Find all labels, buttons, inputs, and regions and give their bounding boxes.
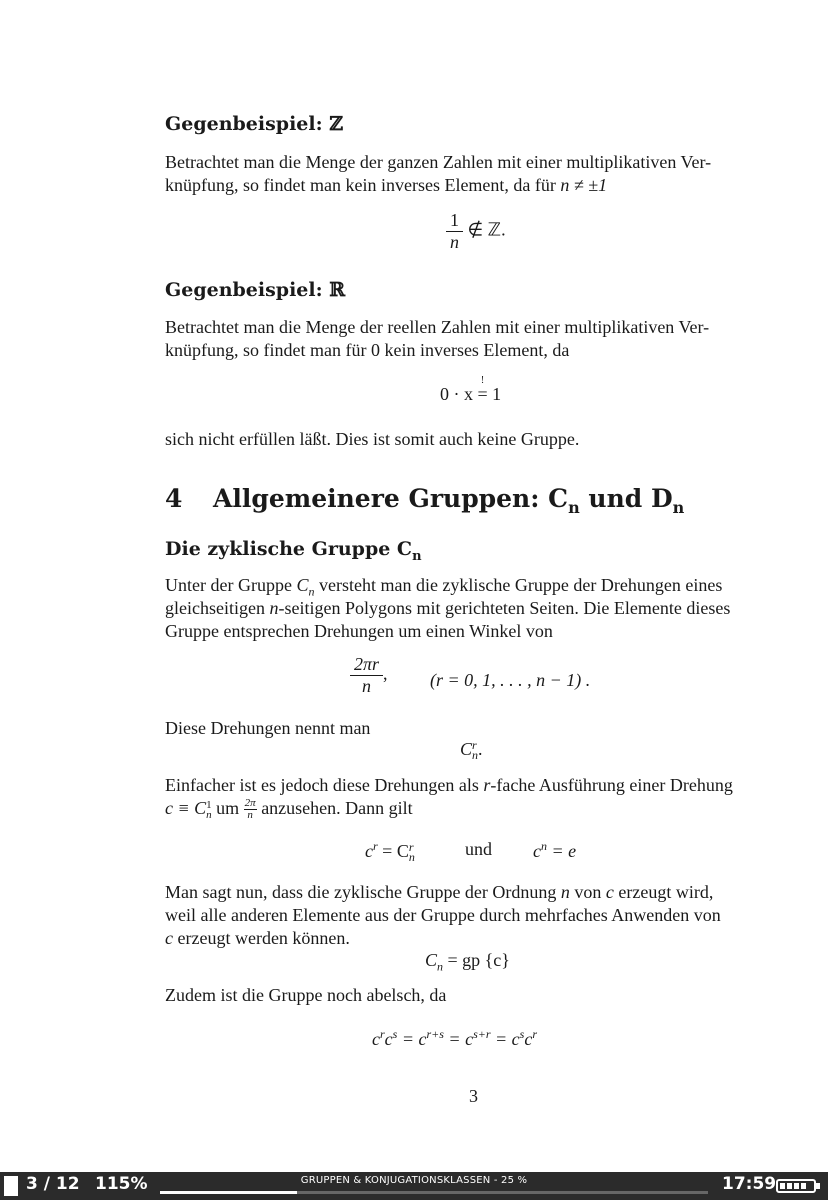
math-sup: s bbox=[392, 1027, 398, 1041]
math-var: c bbox=[372, 1029, 380, 1049]
text-span: -seitigen Polygons mit gerichteten Seiten. Die Elemente dieses bbox=[278, 598, 731, 618]
word-und: und bbox=[465, 839, 492, 859]
paragraph-line bbox=[165, 797, 413, 821]
paragraph-line bbox=[165, 174, 607, 197]
paragraph-line: Diese Drehungen nennt man bbox=[165, 718, 371, 738]
math-sup: s+r bbox=[473, 1027, 491, 1041]
math-text: = e bbox=[547, 841, 577, 861]
math-text: 2πr bbox=[354, 654, 380, 674]
reading-progress-bar[interactable] bbox=[160, 1191, 708, 1194]
document-title: GRUPPEN & KONJUGATIONSKLASSEN - 25 % bbox=[300, 1175, 528, 1186]
math-sup: s bbox=[519, 1027, 525, 1041]
fraction-denominator bbox=[350, 676, 383, 697]
math-sub: n bbox=[437, 959, 444, 974]
equation-cnr bbox=[460, 739, 483, 760]
title-text: Allgemeinere Gruppen: C bbox=[213, 484, 569, 513]
paragraph-line: Gruppe entsprechen Drehungen um einen Winkel von bbox=[165, 621, 553, 641]
equation-zero-times-x bbox=[440, 375, 502, 405]
math-sup: r+s bbox=[426, 1027, 444, 1041]
math-var: C bbox=[460, 739, 473, 759]
paragraph-line bbox=[165, 774, 733, 797]
math-sup: n bbox=[541, 839, 547, 853]
math-sup: r bbox=[408, 840, 414, 854]
paragraph-line bbox=[165, 927, 350, 950]
paragraph-line: sich nicht erfüllen läßt. Dies ist somit auch keine Gruppe. bbox=[165, 429, 580, 449]
fraction-numerator: 2π bbox=[244, 797, 256, 810]
math-var: c bbox=[384, 1029, 393, 1049]
text-span: versteht man die zyklische Gruppe der Drehungen eines bbox=[314, 575, 723, 595]
text-span: von bbox=[569, 882, 606, 902]
paragraph-line: knüpfung, so findet man für 0 kein inverses Element, da bbox=[165, 340, 570, 360]
math-var: n bbox=[560, 882, 570, 902]
text-span: Man sagt nun, dass die zyklische Gruppe der Ordnung bbox=[165, 882, 561, 902]
equals-sign: = bbox=[477, 384, 488, 404]
fraction-numerator: 1 bbox=[446, 210, 463, 232]
text-span: gleichseitigen bbox=[165, 598, 270, 618]
math-sub: n bbox=[206, 809, 212, 821]
equation-cr bbox=[365, 839, 415, 862]
equation-range bbox=[430, 670, 590, 691]
math-text: = c bbox=[397, 1029, 427, 1049]
fraction-denominator bbox=[446, 232, 463, 253]
math-text: (r = 0, 1, . . . , n − 1) . bbox=[430, 670, 591, 690]
math-text: = c bbox=[490, 1029, 520, 1049]
clock: 17:59 bbox=[722, 1174, 777, 1194]
equation-right: 1 bbox=[487, 384, 502, 404]
section-title bbox=[213, 484, 684, 517]
math-var: C bbox=[296, 575, 309, 595]
math-var: c bbox=[605, 882, 614, 902]
paragraph-line bbox=[165, 881, 713, 904]
battery-level-bar bbox=[780, 1183, 785, 1189]
battery-tip-icon bbox=[816, 1183, 820, 1189]
paragraph-line: Betrachtet man die Menge der reellen Zahlen mit einer multiplikativen Ver- bbox=[165, 317, 710, 337]
battery-icon bbox=[776, 1179, 816, 1193]
equation-inverse-z bbox=[446, 210, 506, 253]
title-text: und D bbox=[579, 484, 673, 513]
equation-left: 0 · x bbox=[440, 384, 478, 404]
battery-level-bar bbox=[787, 1183, 792, 1189]
equation-angle bbox=[350, 654, 388, 697]
subsection-heading bbox=[165, 538, 422, 564]
paragraph-line bbox=[165, 597, 730, 620]
equation-abelian bbox=[372, 1027, 537, 1050]
text-span: knüpfung, so findet man kein inverses Element, da für bbox=[165, 175, 561, 195]
page-indicator[interactable]: 3 / 12 bbox=[26, 1174, 80, 1194]
reader-status-bar bbox=[0, 1172, 828, 1200]
math-var: r bbox=[483, 775, 491, 795]
text-span: um bbox=[211, 798, 244, 818]
title-subscript: n bbox=[568, 498, 580, 517]
paragraph-line: Zudem ist die Gruppe noch abelsch, da bbox=[165, 985, 447, 1005]
math-var: c bbox=[365, 841, 373, 861]
section-number: 4 bbox=[165, 484, 183, 513]
math-sup: 1 bbox=[206, 799, 212, 811]
page-number: 3 bbox=[469, 1086, 478, 1106]
small-fraction bbox=[244, 798, 257, 821]
math-text: c ≡ C bbox=[165, 798, 207, 818]
paragraph-line: weil alle anderen Elemente aus der Gruppe durch mehrfaches Anwenden von bbox=[165, 905, 721, 925]
zoom-level[interactable]: 115% bbox=[95, 1174, 148, 1194]
math-var: n bbox=[269, 598, 279, 618]
math-inline: n ≠ ±1 bbox=[560, 175, 608, 195]
paragraph-line: Betrachtet man die Menge der ganzen Zahlen mit einer multiplikativen Ver- bbox=[165, 152, 712, 172]
math-sub: n bbox=[308, 584, 315, 599]
heading-text: Die zyklische Gruppe C bbox=[165, 538, 413, 560]
math-var: n bbox=[362, 676, 372, 696]
battery-level-bar bbox=[801, 1183, 806, 1189]
heading-gegenbeispiel-r: Gegenbeispiel: ℝ bbox=[165, 279, 346, 301]
math-sup: r bbox=[532, 1027, 537, 1041]
math-text: = gp {c} bbox=[443, 950, 510, 970]
text-span: Unter der Gruppe bbox=[165, 575, 297, 595]
math-var: n bbox=[450, 232, 459, 252]
text-span: anzusehen. Dann gilt bbox=[256, 798, 413, 818]
text-span: erzeugt wird, bbox=[613, 882, 714, 902]
math-var: c bbox=[165, 928, 173, 948]
text-span: erzeugt werden können. bbox=[173, 928, 350, 948]
fraction-denominator: n bbox=[247, 809, 253, 822]
heading-gegenbeispiel-z: Gegenbeispiel: ℤ bbox=[165, 113, 344, 135]
math-var: c bbox=[524, 1029, 533, 1049]
math-var: C bbox=[425, 950, 438, 970]
math-sup: r bbox=[380, 1027, 385, 1041]
sup-sub-stack bbox=[409, 842, 415, 862]
math-text: = C bbox=[377, 841, 409, 861]
equation-gp bbox=[425, 950, 510, 975]
text-span: -fache Ausführung einer Drehung bbox=[490, 775, 733, 795]
math-text: = c bbox=[443, 1029, 474, 1049]
text-span: Einfacher ist es jedoch diese Drehungen als bbox=[165, 775, 484, 795]
math-sup: r bbox=[472, 738, 477, 752]
exclamation-mark: ! bbox=[480, 375, 485, 386]
math-sup: r bbox=[373, 839, 378, 853]
title-subscript: n bbox=[672, 498, 685, 517]
reading-progress-fill bbox=[160, 1191, 297, 1194]
fraction bbox=[446, 210, 463, 253]
equation-cn-e bbox=[533, 839, 576, 862]
battery-level-bar bbox=[794, 1183, 799, 1189]
dot: . bbox=[478, 739, 483, 759]
fraction bbox=[350, 654, 383, 697]
fraction-numerator bbox=[350, 654, 383, 676]
equation-rest: ∉ ℤ. bbox=[463, 219, 506, 240]
math-sub: n bbox=[472, 748, 479, 762]
math-sub: n bbox=[408, 850, 415, 864]
math-var: c bbox=[533, 841, 541, 861]
heading-subscript: n bbox=[412, 548, 422, 564]
defined-equals bbox=[477, 375, 488, 405]
comma: , bbox=[383, 663, 388, 684]
